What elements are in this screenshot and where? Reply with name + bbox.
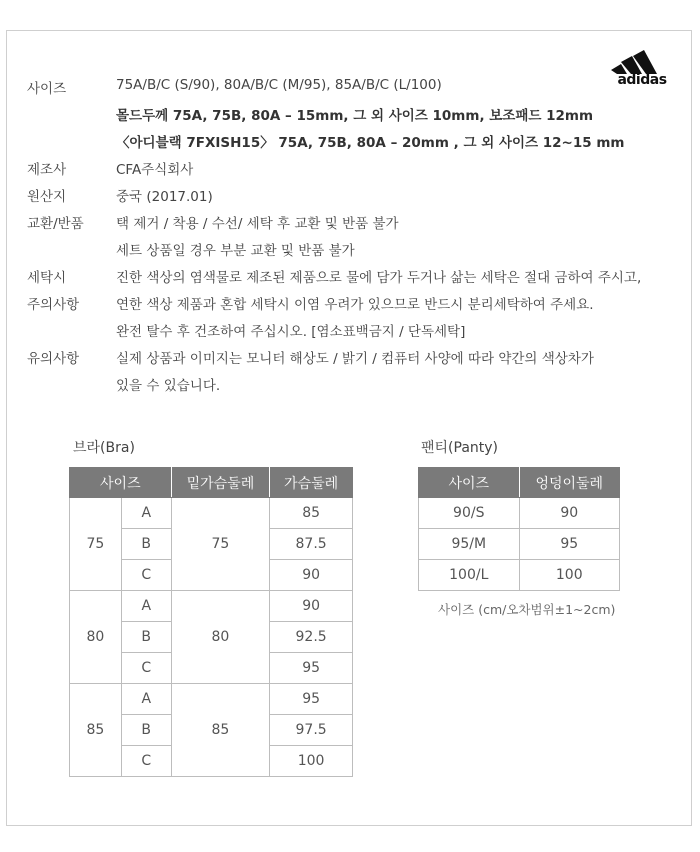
exchange-value-1: 택 제거 / 착용 / 수선/ 세탁 후 교환 및 반품 불가 (116, 216, 399, 232)
bra-cup-cell: B (121, 622, 171, 653)
bra-header-bust: 가슴둘레 (270, 468, 353, 498)
bra-size-table (69, 467, 353, 777)
wash-value-3: 완전 탈수 후 건조하여 주십시오. [염소표백금지 / 단독세탁] (116, 324, 466, 340)
bra-cup-cell: C (121, 560, 171, 591)
bra-bust-cell: 100 (270, 746, 353, 777)
caution-label: 유의사항 (27, 351, 80, 367)
wash-value-2: 연한 색상 제품과 혼합 세탁시 이염 우려가 있으므로 반드시 분리세탁하여 주세요. (116, 297, 594, 313)
caution-value-1: 실제 상품과 이미지는 모니터 해상도 / 밝기 / 컴퓨터 사양에 따라 약간의 색상차가 (116, 351, 594, 367)
exchange-label: 교환/반품 (27, 216, 84, 232)
panty-table-title: 팬티(Panty) (421, 440, 499, 456)
panty-header-size: 사이즈 (419, 468, 520, 498)
bra-under-cell: 85 (171, 684, 270, 777)
panty-size-table (418, 467, 620, 591)
size-label: 사이즈 (27, 81, 67, 97)
bra-bust-cell: 95 (270, 684, 353, 715)
panty-table-header-row (419, 468, 620, 498)
size-value-3: 〈아디블랙 7FXISH15〉 75A, 75B, 80A – 20mm , 그 외 사이즈 12~15 mm (116, 135, 625, 151)
bra-band-cell: 85 (70, 684, 122, 777)
bra-cup-cell: C (121, 746, 171, 777)
origin-value: 중국 (2017.01) (116, 189, 213, 205)
bra-cup-cell: C (121, 653, 171, 684)
brand-wordmark: adidas (617, 72, 667, 88)
bra-under-cell: 80 (171, 591, 270, 684)
wash-label-2: 주의사항 (27, 297, 80, 313)
exchange-value-2: 세트 상품일 경우 부분 교환 및 반품 불가 (116, 243, 355, 259)
bra-cup-cell: A (121, 684, 171, 715)
bra-under-cell: 75 (171, 498, 270, 591)
bra-bust-cell: 87.5 (270, 529, 353, 560)
bra-cup-cell: A (121, 498, 171, 529)
table-row (419, 560, 620, 591)
panty-header-hip: 엉덩이둘레 (519, 468, 619, 498)
bra-bust-cell: 92.5 (270, 622, 353, 653)
panty-size-note: 사이즈 (cm/오차범위±1~2cm) (438, 602, 616, 617)
bra-cup-cell: B (121, 715, 171, 746)
adidas-stripes-icon (607, 44, 677, 74)
table-row (419, 529, 620, 560)
bra-bust-cell: 90 (270, 591, 353, 622)
origin-label: 원산지 (27, 189, 67, 205)
table-row (70, 591, 353, 622)
table-row (419, 498, 620, 529)
panty-size-cell: 95/M (419, 529, 520, 560)
bra-cup-cell: B (121, 529, 171, 560)
bra-cup-cell: A (121, 591, 171, 622)
wash-value-1: 진한 색상의 염색물로 제조된 제품으로 물에 담가 두거나 삶는 세탁은 절대 금하여 주시고, (116, 270, 642, 286)
panty-hip-cell: 90 (519, 498, 619, 529)
bra-bust-cell: 95 (270, 653, 353, 684)
panty-hip-cell: 100 (519, 560, 619, 591)
bra-header-size: 사이즈 (70, 468, 172, 498)
maker-value: CFA주식회사 (116, 162, 194, 178)
maker-label: 제조사 (27, 162, 67, 178)
size-value-2: 몰드두께 75A, 75B, 80A – 15mm, 그 외 사이즈 10mm, 보조패드 12mm (116, 108, 594, 124)
panty-size-cell: 90/S (419, 498, 520, 529)
bra-table-title: 브라(Bra) (73, 440, 135, 456)
bra-band-cell: 80 (70, 591, 122, 684)
brand-logo (607, 44, 677, 90)
bra-bust-cell: 85 (270, 498, 353, 529)
panty-hip-cell: 95 (519, 529, 619, 560)
bra-band-cell: 75 (70, 498, 122, 591)
caution-value-2: 있을 수 있습니다. (116, 378, 221, 394)
bra-table-header-row (70, 468, 353, 498)
bra-header-under: 밑가슴둘레 (171, 468, 270, 498)
size-value-1: 75A/B/C (S/90), 80A/B/C (M/95), 85A/B/C (L/100) (116, 77, 442, 93)
panty-size-cell: 100/L (419, 560, 520, 591)
bra-bust-cell: 97.5 (270, 715, 353, 746)
table-row (70, 684, 353, 715)
table-row (70, 498, 353, 529)
wash-label-1: 세탁시 (27, 270, 67, 286)
bra-bust-cell: 90 (270, 560, 353, 591)
